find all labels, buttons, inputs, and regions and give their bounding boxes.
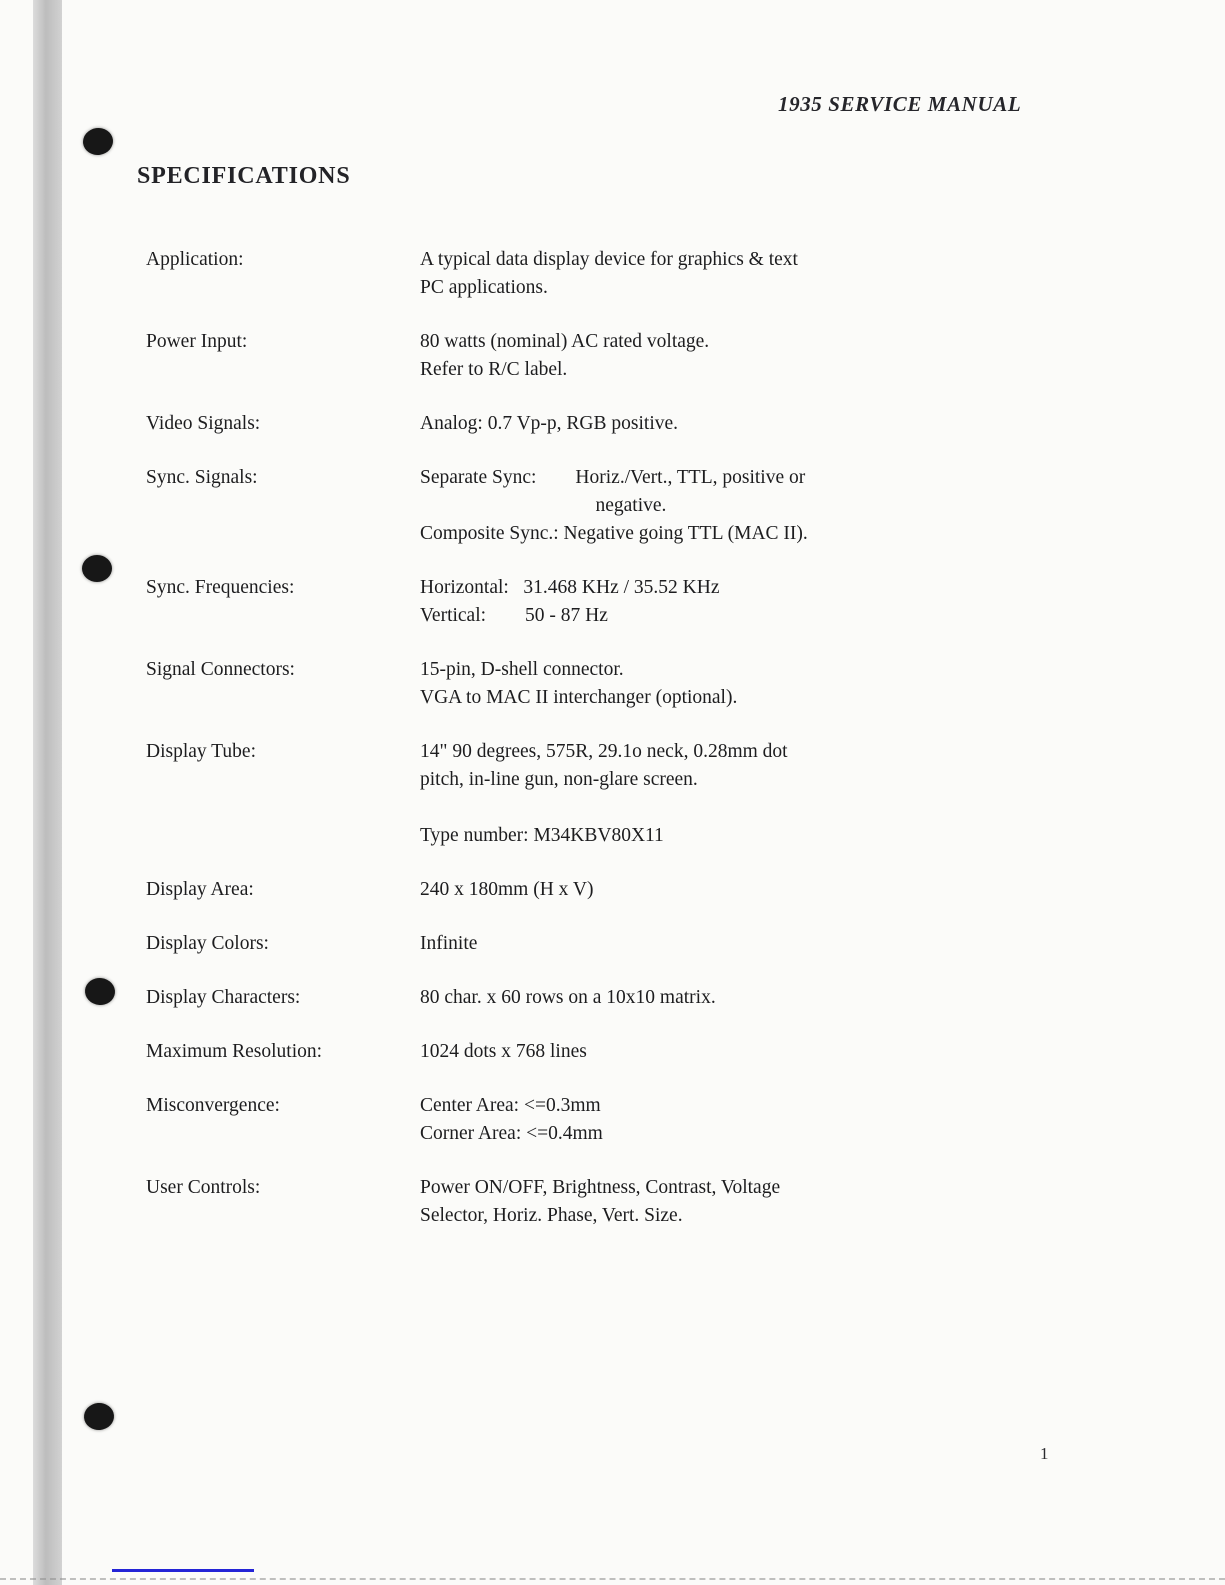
spec-value [420,464,1006,548]
spec-value [420,930,1006,958]
punch-hole [84,977,117,1007]
spec-value [420,656,1006,712]
page-number: 1 [1040,1444,1049,1463]
spec-list [146,246,1006,1256]
spec-label: Sync. Signals: [146,467,258,488]
spec-value [420,876,1006,904]
spec-value-line: 80 char. x 60 rows on a 10x10 matrix. [420,987,716,1008]
spec-value-line: Power ON/OFF, Brightness, Contrast, Voltage [420,1177,781,1198]
spec-label: Display Area: [146,879,254,900]
spec-value-line: Type number: M34KBV80X11 [420,825,664,846]
spec-row-display-colors [146,930,1006,958]
spec-value-line: Infinite [420,933,478,954]
spec-value [420,738,1006,850]
spec-row-misconvergence [146,1092,1006,1148]
spec-value-line: PC applications. [420,277,548,298]
punch-hole [83,1402,115,1432]
spec-value [420,1038,1006,1066]
spec-value [420,574,1006,630]
spec-value-line: 14" 90 degrees, 575R, 29.1o neck, 0.28mm dot [420,741,788,762]
spec-row-display-tube [146,738,1006,850]
spec-value-line: Horizontal: 31.468 KHz / 35.52 KHz [420,577,720,598]
spec-label: Application: [146,249,244,270]
spec-label: Display Colors: [146,933,269,954]
punch-hole [81,126,114,157]
spec-value-line: negative. [420,495,667,516]
spec-label: Maximum Resolution: [146,1041,323,1062]
spec-row-sync-frequencies [146,574,1006,630]
spec-value [420,410,1006,438]
spec-value-line: 80 watts (nominal) AC rated voltage. [420,331,710,352]
spec-row-sync-signals [146,464,1006,548]
spec-row-display-characters [146,984,1006,1012]
spec-label: Power Input: [146,331,248,352]
spec-value [420,328,1006,384]
spec-value-line: Separate Sync: Horiz./Vert., TTL, positive or [420,467,806,488]
spec-label: Display Tube: [146,741,256,762]
scan-edge-band [33,0,62,1585]
spec-value-line: Vertical: 50 - 87 Hz [420,605,608,626]
spec-label: Video Signals: [146,413,261,434]
spec-label: Display Characters: [146,987,301,1008]
spec-value-line: Center Area: <=0.3mm [420,1095,601,1116]
spec-row-signal-connectors [146,656,1006,712]
spec-label: Signal Connectors: [146,659,295,680]
spec-value-line: Analog: 0.7 Vp-p, RGB positive. [420,413,679,434]
spec-value [420,1092,1006,1148]
spec-label: Misconvergence: [146,1095,280,1116]
spec-value-line: A typical data display device for graphics & text [420,249,798,270]
spec-value-line: VGA to MAC II interchanger (optional). [420,687,738,708]
spec-label: User Controls: [146,1177,261,1198]
spec-value-line: 1024 dots x 768 lines [420,1041,587,1062]
spec-value-line: 240 x 180mm (H x V) [420,879,594,900]
punch-hole [82,555,112,582]
spec-row-user-controls [146,1174,1006,1230]
spec-row-application [146,246,1006,302]
spec-value-line: Corner Area: <=0.4mm [420,1123,603,1144]
spec-value [420,246,1006,302]
spec-row-maximum-resolution [146,1038,1006,1066]
spec-row-display-area [146,876,1006,904]
spec-value-line [420,794,1006,822]
spec-value-line: Refer to R/C label. [420,359,568,380]
scan-artifact-line [112,1569,254,1572]
spec-label: Sync. Frequencies: [146,577,295,598]
spec-value-line: Composite Sync.: Negative going TTL (MAC II). [420,523,808,544]
spec-value [420,1174,1006,1230]
spec-value-line: 15-pin, D-shell connector. [420,659,624,680]
spec-value-line: pitch, in-line gun, non-glare screen. [420,769,698,790]
page-title: SPECIFICATIONS [137,163,351,189]
spec-row-power-input [146,328,1006,384]
manual-header: 1935 SERVICE MANUAL [778,92,1022,116]
spec-row-video-signals [146,410,1006,438]
spec-value [420,984,1006,1012]
scan-bottom-edge [0,1578,1225,1580]
spec-value-line: Selector, Horiz. Phase, Vert. Size. [420,1205,683,1226]
